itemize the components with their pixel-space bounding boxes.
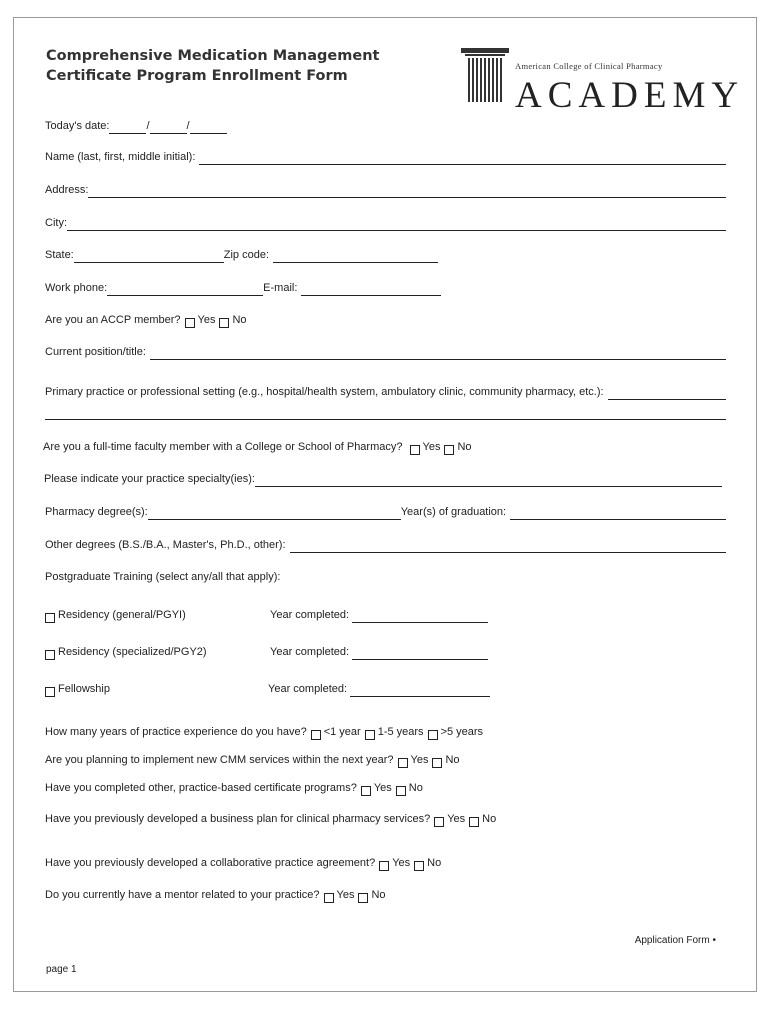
- no-label: No: [427, 857, 442, 869]
- experience-opt2: 1-5 years: [377, 726, 424, 738]
- experience-row: [45, 722, 726, 740]
- form-page: [13, 17, 757, 992]
- year-completed-label: Year completed:: [268, 683, 348, 695]
- work-phone-field[interactable]: [107, 283, 263, 296]
- faculty-question: Are you a full-time faculty member with a College or School of Pharmacy?: [43, 441, 403, 453]
- mentor-question: Do you currently have a mentor related to your practice?: [45, 889, 320, 901]
- footer-page-number: page 1: [46, 964, 77, 975]
- cmm-no-checkbox[interactable]: [432, 758, 442, 768]
- accp-yes-checkbox[interactable]: [185, 318, 195, 328]
- training-label: Residency (specialized/PGY2): [58, 646, 207, 658]
- yes-label: Yes: [410, 754, 429, 766]
- business-plan-question: Have you previously developed a business plan for clinical pharmacy services?: [45, 813, 431, 825]
- phone-email-row: [45, 278, 726, 296]
- setting-field-continued[interactable]: [45, 419, 726, 420]
- position-field[interactable]: [150, 347, 726, 360]
- training-label: Fellowship: [58, 683, 110, 695]
- work-phone-label: Work phone:: [45, 282, 108, 294]
- name-row: [45, 147, 726, 165]
- faculty-no-checkbox[interactable]: [444, 445, 454, 455]
- year-completed-label: Year completed:: [270, 646, 350, 658]
- postgrad-label: Postgraduate Training (select any/all that apply):: [45, 571, 281, 583]
- certificate-yes-checkbox[interactable]: [361, 786, 371, 796]
- date-separator: /: [186, 120, 190, 132]
- other-degrees-label: Other degrees (B.S./B.A., Master's, Ph.D., other):: [45, 539, 286, 551]
- yes-label: Yes: [447, 813, 466, 825]
- faculty-yes-checkbox[interactable]: [410, 445, 420, 455]
- email-label: E-mail:: [263, 282, 298, 294]
- training-row: [45, 605, 726, 623]
- cmm-row: [45, 750, 726, 768]
- column-icon: [459, 48, 511, 104]
- certificate-question: Have you completed other, practice-based certificate programs?: [45, 782, 357, 794]
- training-row: [45, 642, 726, 660]
- experience-1to5-checkbox[interactable]: [365, 730, 375, 740]
- collab-yes-checkbox[interactable]: [379, 861, 389, 871]
- state-field[interactable]: [74, 250, 224, 263]
- specialty-field[interactable]: [255, 474, 722, 487]
- grad-year-field[interactable]: [510, 507, 726, 520]
- degree-field[interactable]: [148, 507, 401, 520]
- yes-label: Yes: [422, 441, 441, 453]
- email-field[interactable]: [301, 283, 441, 296]
- setting-field[interactable]: [608, 387, 726, 400]
- experience-opt1: <1 year: [323, 726, 361, 738]
- degree-row: [45, 502, 726, 520]
- footer-application-label: Application Form •: [634, 935, 716, 946]
- mentor-yes-checkbox[interactable]: [324, 893, 334, 903]
- zip-label: Zip code:: [223, 249, 269, 261]
- training-row: [45, 679, 726, 697]
- date-label: Today's date:: [45, 120, 110, 132]
- city-field[interactable]: [67, 218, 726, 231]
- yes-label: Yes: [197, 314, 216, 326]
- accp-member-row: [45, 310, 726, 328]
- cmm-question: Are you planning to implement new CMM services within the next year?: [45, 754, 394, 766]
- collab-question: Have you previously developed a collaborative practice agreement?: [45, 857, 376, 869]
- training-label: Residency (general/PGYI): [58, 609, 186, 621]
- city-label: City:: [45, 217, 67, 229]
- other-degrees-field[interactable]: [290, 540, 726, 553]
- yes-label: Yes: [336, 889, 355, 901]
- residency-specialized-checkbox[interactable]: [45, 650, 55, 660]
- address-label: Address:: [45, 184, 89, 196]
- residency-specialized-year-field[interactable]: [352, 647, 488, 660]
- date-year-field[interactable]: [190, 121, 227, 134]
- experience-gt5-checkbox[interactable]: [428, 730, 438, 740]
- postgrad-row: [45, 567, 726, 585]
- zip-field[interactable]: [273, 250, 438, 263]
- no-label: No: [482, 813, 497, 825]
- address-row: [45, 180, 726, 198]
- name-field[interactable]: [199, 152, 726, 165]
- grad-year-label: Year(s) of graduation:: [400, 506, 507, 518]
- accp-member-question: Are you an ACCP member?: [45, 314, 181, 326]
- form-title: [46, 46, 379, 86]
- date-separator: /: [146, 120, 150, 132]
- mentor-row: [45, 885, 726, 903]
- state-label: State:: [45, 249, 74, 261]
- experience-lt1-checkbox[interactable]: [311, 730, 321, 740]
- setting-row: [45, 382, 726, 400]
- degree-label: Pharmacy degree(s):: [45, 506, 148, 518]
- business-plan-yes-checkbox[interactable]: [434, 817, 444, 827]
- mentor-no-checkbox[interactable]: [358, 893, 368, 903]
- residency-general-year-field[interactable]: [352, 610, 488, 623]
- academy-logo: [459, 46, 759, 126]
- logo-wordmark: ACADEMY: [515, 75, 745, 116]
- no-label: No: [445, 754, 460, 766]
- title-line-2: Certificate Program Enrollment Form: [46, 68, 348, 84]
- setting-label: Primary practice or professional setting (e.g., hospital/health system, ambulatory clinic, community pharmacy, etc.):: [45, 386, 604, 398]
- specialty-row: [44, 469, 722, 487]
- yes-label: Yes: [373, 782, 392, 794]
- business-plan-no-checkbox[interactable]: [469, 817, 479, 827]
- no-label: No: [371, 889, 386, 901]
- faculty-row: [43, 437, 726, 455]
- date-day-field[interactable]: [150, 121, 187, 134]
- title-line-1: Comprehensive Medication Management: [46, 48, 380, 64]
- state-zip-row: [45, 245, 726, 263]
- experience-question: How many years of practice experience do you have?: [45, 726, 307, 738]
- fellowship-checkbox[interactable]: [45, 687, 55, 697]
- cmm-yes-checkbox[interactable]: [398, 758, 408, 768]
- certificate-no-checkbox[interactable]: [396, 786, 406, 796]
- certificate-row: [45, 778, 726, 796]
- date-row: [45, 116, 726, 134]
- name-label: Name (last, first, middle initial):: [45, 151, 196, 163]
- specialty-label: Please indicate your practice specialty(ies):: [44, 473, 255, 485]
- position-row: [45, 342, 726, 360]
- position-label: Current position/title:: [45, 346, 146, 358]
- year-completed-label: Year completed:: [270, 609, 350, 621]
- experience-opt3: >5 years: [440, 726, 484, 738]
- other-degrees-row: [45, 535, 726, 553]
- accp-no-checkbox[interactable]: [219, 318, 229, 328]
- business-plan-row: [45, 809, 726, 827]
- collab-no-checkbox[interactable]: [414, 861, 424, 871]
- collab-row: [45, 853, 726, 871]
- address-field[interactable]: [88, 185, 726, 198]
- fellowship-year-field[interactable]: [350, 684, 490, 697]
- no-label: No: [408, 782, 423, 794]
- no-label: No: [457, 441, 472, 453]
- logo-subtitle: American College of Clinical Pharmacy: [515, 61, 663, 71]
- city-row: [45, 213, 726, 231]
- date-month-field[interactable]: [109, 121, 146, 134]
- residency-general-checkbox[interactable]: [45, 613, 55, 623]
- no-label: No: [232, 314, 247, 326]
- yes-label: Yes: [392, 857, 411, 869]
